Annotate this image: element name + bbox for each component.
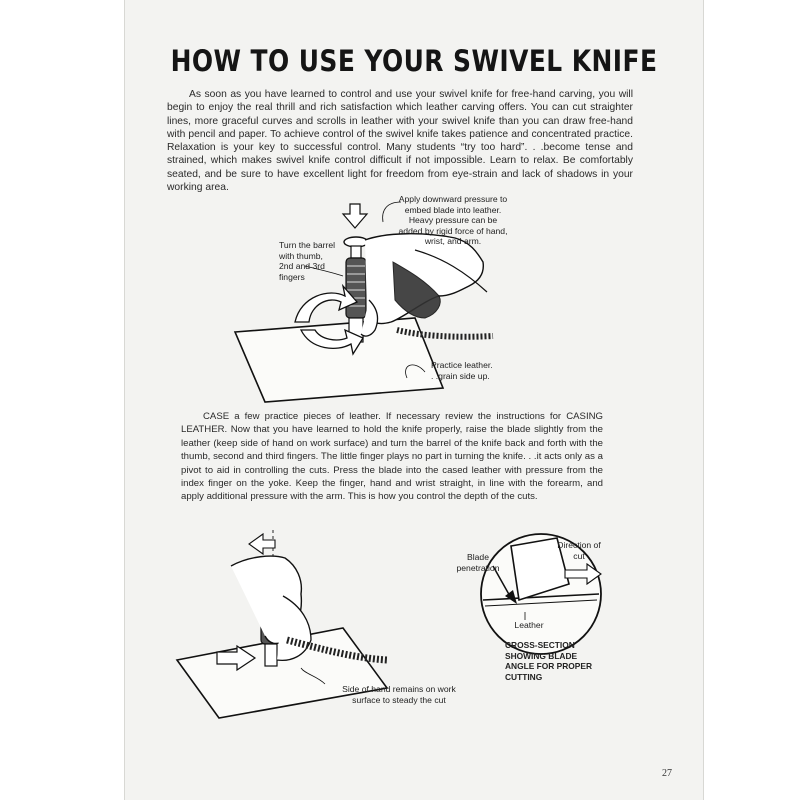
side-of-hand-note: Side of hand remains on work surface to steady the cut xyxy=(342,684,456,705)
page-number: 27 xyxy=(662,768,672,779)
intro-paragraph: As soon as you have learned to control and use your swivel knife for free-hand carving, you will begin to enjoy the real thrill and rich satisfaction which leather carving offers. You can cut straighter lines, more graceful curves and scrolls in leather with your swivel knife than you can draw free-hand with pencil and paper. To achieve control of the swivel knife takes patience and concentrated practice. Relaxation is your key to successful control. Many students “try too hard”. . .become tense and strained, which makes swivel knife control difficult if not impossible. Learn to relax. Be comfortably seated, and be sure to have excellent light for freedom from eye-strain and lack of shadows in your working area. xyxy=(167,89,633,194)
practice-leather-note: Practice leather. . .grain side up. xyxy=(431,360,493,381)
page-title: HOW TO USE YOUR SWIVEL KNIFE xyxy=(170,44,658,78)
cross-section-diagram xyxy=(125,0,703,800)
blade-penetration-label: Blade penetration xyxy=(456,552,500,573)
casing-paragraph: CASE a few practice pieces of leather. If necessary review the instructions for CASING LEATHER. Now that you have learned to hold the knife properly, raise the blade slightly from the leather (keep side of hand on work surface) and turn the barrel of the knife back and forth with the thumb, second and third fingers. The little finger plays no part in turning the knife. . .it acts only as a pivot to aid in controlling the cuts. Press the blade into the cased leather with pressure from the index finger on the yoke. Keep the finger, hand and wrist straight, in line with the forearm, and apply additional pressure with the arm. This is how you control the depth of the cuts. xyxy=(181,411,603,503)
turn-barrel-note: Turn the barrel with thumb, 2nd and 3rd fingers xyxy=(279,240,336,282)
cross-section-caption: CROSS-SECTION SHOWING BLADE ANGLE FOR PROPER CUTTING xyxy=(505,640,593,682)
direction-of-cut-label: Direction of cut xyxy=(557,540,601,561)
pressure-note: Apply downward pressure to embed blade into leather. Heavy pressure can be added by rigid force of hand, wrist, and arm. xyxy=(398,194,508,247)
leather-label: Leather xyxy=(514,620,544,630)
book-page xyxy=(124,0,704,800)
